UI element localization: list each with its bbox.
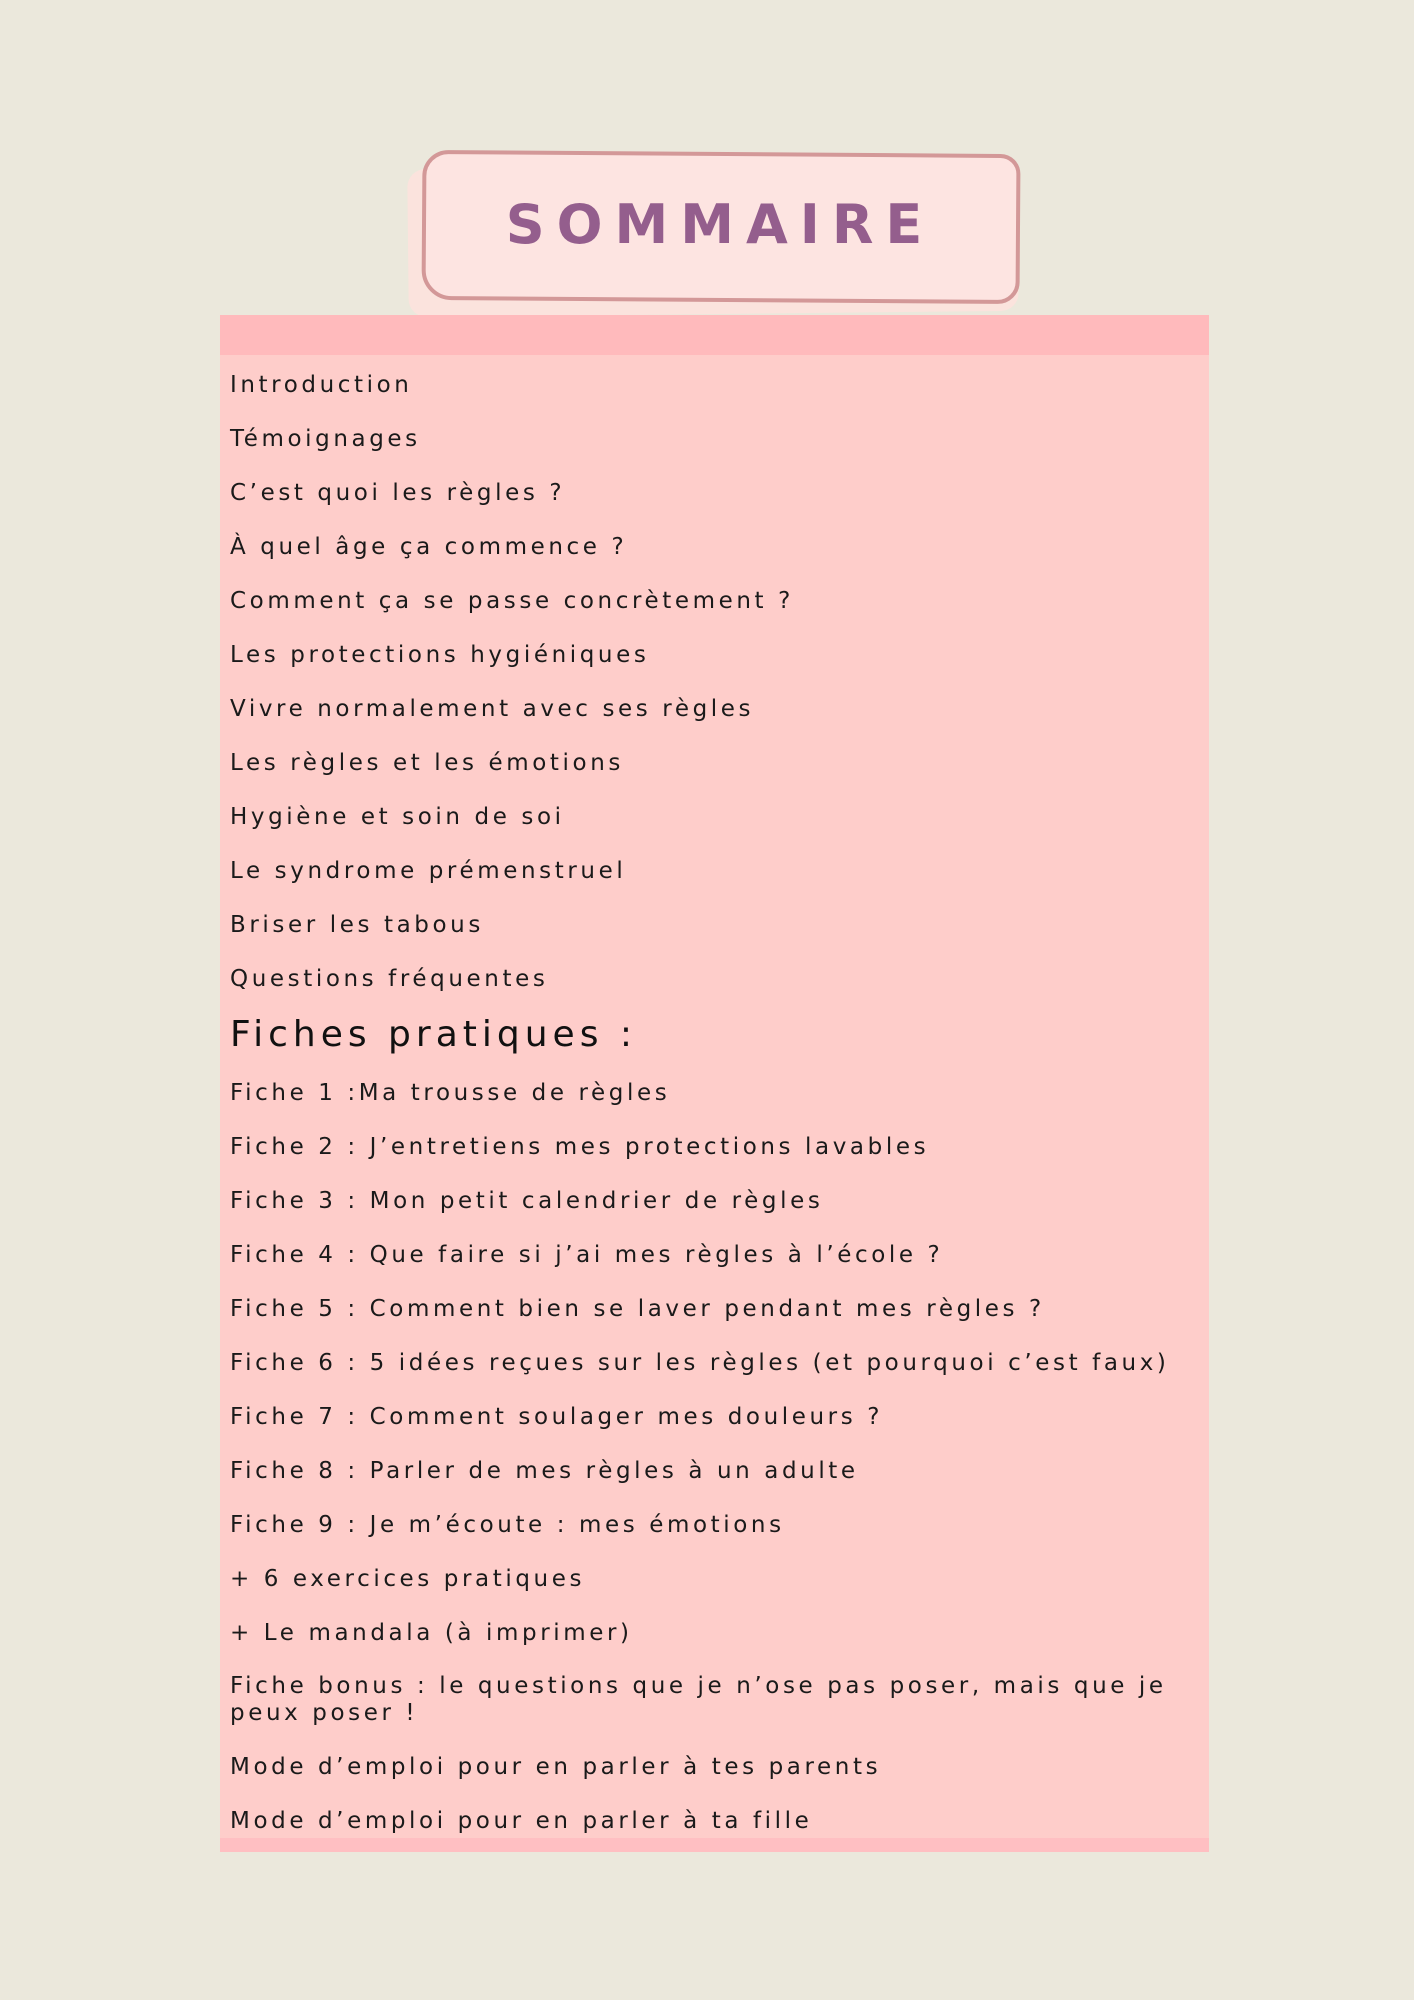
toc-item-cest-quoi: C’est quoi les règles ? <box>230 480 566 506</box>
page-title: SOMMAIRE <box>505 193 935 256</box>
toc-fiche-2: Fiche 2 : J’entretiens mes protections lavables <box>230 1134 930 1160</box>
toc-item-tabous: Briser les tabous <box>230 912 484 938</box>
toc-item-protections: Les protections hygiéniques <box>230 642 650 668</box>
toc-list <box>230 371 1205 1861</box>
toc-exercices: + 6 exercices pratiques <box>230 1566 586 1592</box>
toc-item-syndrome: Le syndrome prémenstruel <box>230 858 627 884</box>
toc-item-vivre-normalement: Vivre normalement avec ses règles <box>230 696 755 722</box>
toc-fiche-5: Fiche 5 : Comment bien se laver pendant mes règles ? <box>230 1296 1045 1322</box>
toc-item-temoignages: Témoignages <box>230 426 421 452</box>
table-of-contents <box>220 315 1209 1852</box>
section-heading-fiches: Fiches pratiques : <box>230 1014 638 1055</box>
toc-bottom-band <box>220 1838 1209 1852</box>
toc-fiche-3: Fiche 3 : Mon petit calendrier de règles <box>230 1188 824 1214</box>
toc-top-band <box>220 315 1209 355</box>
toc-mode-emploi-fille: Mode d’emploi pour en parler à ta fille <box>230 1808 813 1834</box>
toc-fiche-9: Fiche 9 : Je m’écoute : mes émotions <box>230 1512 785 1538</box>
title-banner <box>420 150 1024 308</box>
toc-mode-emploi-parents: Mode d’emploi pour en parler à tes parents <box>230 1754 882 1780</box>
toc-fiche-8: Fiche 8 : Parler de mes règles à un adulte <box>230 1458 859 1484</box>
toc-item-comment-ca-se-passe: Comment ça se passe concrètement ? <box>230 588 794 614</box>
toc-item-quel-age: À quel âge ça commence ? <box>230 534 628 560</box>
toc-fiche-bonus: Fiche bonus : le questions que je n’ose pas poser, mais que je peux poser ! <box>230 1673 1167 1726</box>
toc-item-emotions: Les règles et les émotions <box>230 750 624 776</box>
toc-fiche-4: Fiche 4 : Que faire si j’ai mes règles à l’école ? <box>230 1242 944 1268</box>
toc-item-introduction: Introduction <box>230 372 413 398</box>
toc-fiche-6: Fiche 6 : 5 idées reçues sur les règles (et pourquoi c’est faux) <box>230 1350 1170 1376</box>
toc-fiche-1: Fiche 1 :Ma trousse de règles <box>230 1080 671 1106</box>
toc-mandala: + Le mandala (à imprimer) <box>230 1620 633 1646</box>
toc-item-questions: Questions fréquentes <box>230 966 549 992</box>
toc-item-hygiene: Hygiène et soin de soi <box>230 804 565 830</box>
toc-fiche-7: Fiche 7 : Comment soulager mes douleurs ? <box>230 1404 884 1430</box>
